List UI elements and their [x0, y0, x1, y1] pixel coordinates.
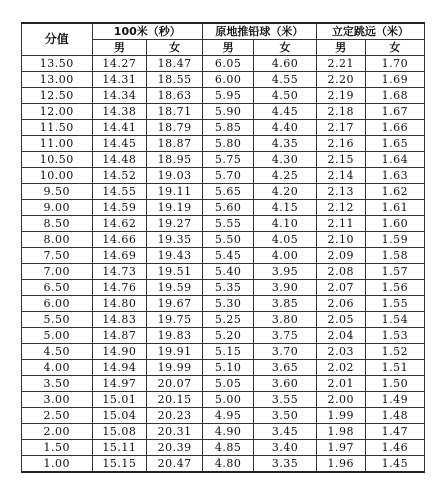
shot-put-female-cell: 4.50 — [254, 88, 317, 104]
score-cell: 5.50 — [22, 312, 93, 328]
shot-put-female-cell: 3.45 — [254, 424, 317, 440]
table-body — [22, 56, 425, 473]
score-cell: 8.50 — [22, 216, 93, 232]
long-jump-male-cell: 2.16 — [316, 136, 365, 152]
shot-put-female-cell: 3.90 — [254, 280, 317, 296]
sprint-male-cell: 14.83 — [92, 312, 147, 328]
long-jump-female-cell: 1.59 — [365, 232, 424, 248]
long-jump-female-cell: 1.61 — [365, 200, 424, 216]
shot-put-female-cell: 3.50 — [254, 408, 317, 424]
table-row — [22, 248, 425, 264]
score-cell: 11.50 — [22, 120, 93, 136]
shot-put-male-cell: 5.55 — [203, 216, 254, 232]
table-row — [22, 296, 425, 312]
sprint-male-cell: 14.27 — [92, 56, 147, 72]
long-jump-male-cell: 2.05 — [316, 312, 365, 328]
sprint-female-cell: 19.99 — [147, 360, 203, 376]
sprint-male-cell: 15.04 — [92, 408, 147, 424]
sprint-male-cell: 14.52 — [92, 168, 147, 184]
long-jump-male-cell: 2.21 — [316, 56, 365, 72]
gender-header-female: 女 — [365, 40, 424, 56]
score-cell: 12.50 — [22, 88, 93, 104]
sprint-female-cell: 20.15 — [147, 392, 203, 408]
long-jump-male-cell: 2.08 — [316, 264, 365, 280]
shot-put-male-cell: 5.40 — [203, 264, 254, 280]
table-row — [22, 56, 425, 72]
sprint-female-cell: 19.27 — [147, 216, 203, 232]
score-cell: 9.00 — [22, 200, 93, 216]
long-jump-male-cell: 2.19 — [316, 88, 365, 104]
shot-put-male-cell: 5.80 — [203, 136, 254, 152]
sprint-female-cell: 18.87 — [147, 136, 203, 152]
sprint-male-cell: 14.62 — [92, 216, 147, 232]
long-jump-female-cell: 1.60 — [365, 216, 424, 232]
score-cell: 2.50 — [22, 408, 93, 424]
score-cell: 7.00 — [22, 264, 93, 280]
sprint-male-cell: 14.80 — [92, 296, 147, 312]
sprint-female-cell: 20.47 — [147, 456, 203, 473]
shot-put-female-cell: 3.70 — [254, 344, 317, 360]
sprint-male-cell: 14.69 — [92, 248, 147, 264]
score-cell: 6.00 — [22, 296, 93, 312]
shot-put-female-cell: 4.15 — [254, 200, 317, 216]
shot-put-female-cell: 4.40 — [254, 120, 317, 136]
sprint-female-cell: 20.39 — [147, 440, 203, 456]
long-jump-female-cell: 1.70 — [365, 56, 424, 72]
long-jump-male-cell: 2.14 — [316, 168, 365, 184]
long-jump-male-cell: 1.99 — [316, 408, 365, 424]
sprint-male-cell: 15.01 — [92, 392, 147, 408]
long-jump-male-cell: 2.12 — [316, 200, 365, 216]
sprint-male-cell: 14.38 — [92, 104, 147, 120]
sprint-female-cell: 18.55 — [147, 72, 203, 88]
long-jump-female-cell: 1.66 — [365, 120, 424, 136]
long-jump-male-cell: 2.15 — [316, 152, 365, 168]
sprint-female-cell: 20.07 — [147, 376, 203, 392]
shot-put-male-cell: 5.50 — [203, 232, 254, 248]
shot-put-female-cell: 4.45 — [254, 104, 317, 120]
long-jump-male-cell: 1.97 — [316, 440, 365, 456]
shot-put-male-cell: 4.85 — [203, 440, 254, 456]
gender-header-male: 男 — [316, 40, 365, 56]
shot-put-female-cell: 3.75 — [254, 328, 317, 344]
sprint-male-cell: 14.31 — [92, 72, 147, 88]
shot-put-male-cell: 5.60 — [203, 200, 254, 216]
shot-put-male-cell: 6.00 — [203, 72, 254, 88]
score-cell: 11.00 — [22, 136, 93, 152]
long-jump-male-cell: 2.03 — [316, 344, 365, 360]
sprint-male-cell: 14.87 — [92, 328, 147, 344]
score-cell: 5.00 — [22, 328, 93, 344]
shot-put-female-cell: 4.35 — [254, 136, 317, 152]
sprint-female-cell: 20.31 — [147, 424, 203, 440]
shot-put-female-cell: 3.40 — [254, 440, 317, 456]
long-jump-male-cell: 2.06 — [316, 296, 365, 312]
shot-put-male-cell: 5.10 — [203, 360, 254, 376]
shot-put-male-cell: 4.90 — [203, 424, 254, 440]
shot-put-female-cell: 4.55 — [254, 72, 317, 88]
long-jump-female-cell: 1.51 — [365, 360, 424, 376]
shot-put-male-cell: 4.80 — [203, 456, 254, 473]
sprint-male-cell: 14.76 — [92, 280, 147, 296]
sprint-female-cell: 20.23 — [147, 408, 203, 424]
shot-put-female-cell: 4.00 — [254, 248, 317, 264]
shot-put-female-cell: 3.60 — [254, 376, 317, 392]
shot-put-male-cell: 5.95 — [203, 88, 254, 104]
score-column-header: 分值 — [22, 23, 93, 56]
score-cell: 8.00 — [22, 232, 93, 248]
score-cell: 13.00 — [22, 72, 93, 88]
shot-put-male-cell: 5.85 — [203, 120, 254, 136]
long-jump-female-cell: 1.55 — [365, 296, 424, 312]
shot-put-female-cell: 4.20 — [254, 184, 317, 200]
long-jump-female-cell: 1.62 — [365, 184, 424, 200]
table-row — [22, 216, 425, 232]
long-jump-female-cell: 1.54 — [365, 312, 424, 328]
table-row — [22, 232, 425, 248]
sprint-female-cell: 19.43 — [147, 248, 203, 264]
sprint-male-cell: 14.55 — [92, 184, 147, 200]
shot-put-male-cell: 5.35 — [203, 280, 254, 296]
table-row — [22, 200, 425, 216]
sprint-male-cell: 14.59 — [92, 200, 147, 216]
sprint-male-cell: 14.94 — [92, 360, 147, 376]
long-jump-male-cell: 2.00 — [316, 392, 365, 408]
score-cell: 10.50 — [22, 152, 93, 168]
shot-put-female-cell: 3.65 — [254, 360, 317, 376]
shot-put-female-cell: 4.10 — [254, 216, 317, 232]
sprint-male-cell: 15.11 — [92, 440, 147, 456]
score-table — [21, 22, 425, 473]
long-jump-female-cell: 1.57 — [365, 264, 424, 280]
table-row — [22, 280, 425, 296]
long-jump-male-cell: 1.98 — [316, 424, 365, 440]
shot-put-female-cell: 3.55 — [254, 392, 317, 408]
shot-put-female-cell: 4.25 — [254, 168, 317, 184]
event-header-100m: 100米（秒） — [92, 23, 202, 40]
shot-put-male-cell: 5.30 — [203, 296, 254, 312]
score-cell: 7.50 — [22, 248, 93, 264]
score-cell: 2.00 — [22, 424, 93, 440]
sprint-male-cell: 14.66 — [92, 232, 147, 248]
gender-header-female: 女 — [147, 40, 203, 56]
sprint-female-cell: 19.11 — [147, 184, 203, 200]
long-jump-female-cell: 1.50 — [365, 376, 424, 392]
long-jump-female-cell: 1.52 — [365, 344, 424, 360]
shot-put-female-cell: 3.80 — [254, 312, 317, 328]
score-cell: 6.50 — [22, 280, 93, 296]
shot-put-male-cell: 5.45 — [203, 248, 254, 264]
long-jump-male-cell: 2.20 — [316, 72, 365, 88]
table-row — [22, 328, 425, 344]
shot-put-female-cell: 4.30 — [254, 152, 317, 168]
shot-put-male-cell: 5.25 — [203, 312, 254, 328]
table-row — [22, 456, 425, 473]
score-cell: 4.00 — [22, 360, 93, 376]
sprint-female-cell: 19.51 — [147, 264, 203, 280]
table-row — [22, 72, 425, 88]
table-row — [22, 360, 425, 376]
shot-put-male-cell: 5.20 — [203, 328, 254, 344]
long-jump-male-cell: 2.01 — [316, 376, 365, 392]
sprint-female-cell: 18.71 — [147, 104, 203, 120]
header-row-events — [22, 23, 425, 40]
long-jump-female-cell: 1.46 — [365, 440, 424, 456]
table-row — [22, 424, 425, 440]
table-row — [22, 136, 425, 152]
score-cell: 4.50 — [22, 344, 93, 360]
sprint-male-cell: 14.41 — [92, 120, 147, 136]
table-row — [22, 104, 425, 120]
sprint-female-cell: 19.03 — [147, 168, 203, 184]
score-cell: 1.00 — [22, 456, 93, 473]
table-row — [22, 344, 425, 360]
gender-header-male: 男 — [203, 40, 254, 56]
gender-header-female: 女 — [254, 40, 317, 56]
long-jump-female-cell: 1.49 — [365, 392, 424, 408]
long-jump-male-cell: 2.17 — [316, 120, 365, 136]
long-jump-male-cell: 2.09 — [316, 248, 365, 264]
shot-put-male-cell: 5.00 — [203, 392, 254, 408]
table-row — [22, 152, 425, 168]
sprint-female-cell: 19.83 — [147, 328, 203, 344]
long-jump-male-cell: 2.11 — [316, 216, 365, 232]
gender-header-male: 男 — [92, 40, 147, 56]
shot-put-male-cell: 5.65 — [203, 184, 254, 200]
long-jump-female-cell: 1.48 — [365, 408, 424, 424]
event-header-standing-long-jump: 立定跳远（米） — [316, 23, 424, 40]
long-jump-male-cell: 2.10 — [316, 232, 365, 248]
table-row — [22, 168, 425, 184]
long-jump-female-cell: 1.64 — [365, 152, 424, 168]
long-jump-female-cell: 1.67 — [365, 104, 424, 120]
sprint-male-cell: 14.34 — [92, 88, 147, 104]
long-jump-female-cell: 1.53 — [365, 328, 424, 344]
sprint-male-cell: 15.08 — [92, 424, 147, 440]
sprint-female-cell: 19.19 — [147, 200, 203, 216]
table-row — [22, 440, 425, 456]
sprint-female-cell: 19.35 — [147, 232, 203, 248]
long-jump-female-cell: 1.45 — [365, 456, 424, 473]
table-row — [22, 184, 425, 200]
table-row — [22, 376, 425, 392]
shot-put-male-cell: 5.70 — [203, 168, 254, 184]
shot-put-male-cell: 6.05 — [203, 56, 254, 72]
long-jump-female-cell: 1.63 — [365, 168, 424, 184]
shot-put-female-cell: 3.95 — [254, 264, 317, 280]
sprint-male-cell: 14.45 — [92, 136, 147, 152]
long-jump-male-cell: 1.96 — [316, 456, 365, 473]
shot-put-male-cell: 5.90 — [203, 104, 254, 120]
sprint-male-cell: 14.97 — [92, 376, 147, 392]
sprint-male-cell: 14.48 — [92, 152, 147, 168]
table-row — [22, 120, 425, 136]
sprint-female-cell: 19.75 — [147, 312, 203, 328]
shot-put-male-cell: 5.05 — [203, 376, 254, 392]
sprint-female-cell: 19.67 — [147, 296, 203, 312]
sprint-female-cell: 18.63 — [147, 88, 203, 104]
sprint-female-cell: 19.59 — [147, 280, 203, 296]
sprint-female-cell: 18.95 — [147, 152, 203, 168]
long-jump-female-cell: 1.69 — [365, 72, 424, 88]
score-cell: 1.50 — [22, 440, 93, 456]
shot-put-male-cell: 5.75 — [203, 152, 254, 168]
sprint-male-cell: 15.15 — [92, 456, 147, 473]
shot-put-male-cell: 5.15 — [203, 344, 254, 360]
shot-put-female-cell: 4.05 — [254, 232, 317, 248]
score-cell: 12.00 — [22, 104, 93, 120]
long-jump-male-cell: 2.02 — [316, 360, 365, 376]
shot-put-female-cell: 4.60 — [254, 56, 317, 72]
long-jump-female-cell: 1.56 — [365, 280, 424, 296]
sprint-female-cell: 18.47 — [147, 56, 203, 72]
sprint-female-cell: 19.91 — [147, 344, 203, 360]
long-jump-male-cell: 2.13 — [316, 184, 365, 200]
long-jump-female-cell: 1.47 — [365, 424, 424, 440]
event-header-shot-put: 原地推铅球（米） — [203, 23, 317, 40]
score-cell: 3.50 — [22, 376, 93, 392]
long-jump-male-cell: 2.18 — [316, 104, 365, 120]
long-jump-female-cell: 1.58 — [365, 248, 424, 264]
score-cell: 3.00 — [22, 392, 93, 408]
table-row — [22, 312, 425, 328]
shot-put-male-cell: 4.95 — [203, 408, 254, 424]
sprint-female-cell: 18.79 — [147, 120, 203, 136]
score-cell: 13.50 — [22, 56, 93, 72]
long-jump-male-cell: 2.04 — [316, 328, 365, 344]
table-row — [22, 264, 425, 280]
score-cell: 9.50 — [22, 184, 93, 200]
long-jump-female-cell: 1.65 — [365, 136, 424, 152]
long-jump-male-cell: 2.07 — [316, 280, 365, 296]
shot-put-female-cell: 3.85 — [254, 296, 317, 312]
table-row — [22, 88, 425, 104]
sprint-male-cell: 14.90 — [92, 344, 147, 360]
shot-put-female-cell: 3.35 — [254, 456, 317, 473]
table-row — [22, 408, 425, 424]
sprint-male-cell: 14.73 — [92, 264, 147, 280]
table-row — [22, 392, 425, 408]
long-jump-female-cell: 1.68 — [365, 88, 424, 104]
score-cell: 10.00 — [22, 168, 93, 184]
